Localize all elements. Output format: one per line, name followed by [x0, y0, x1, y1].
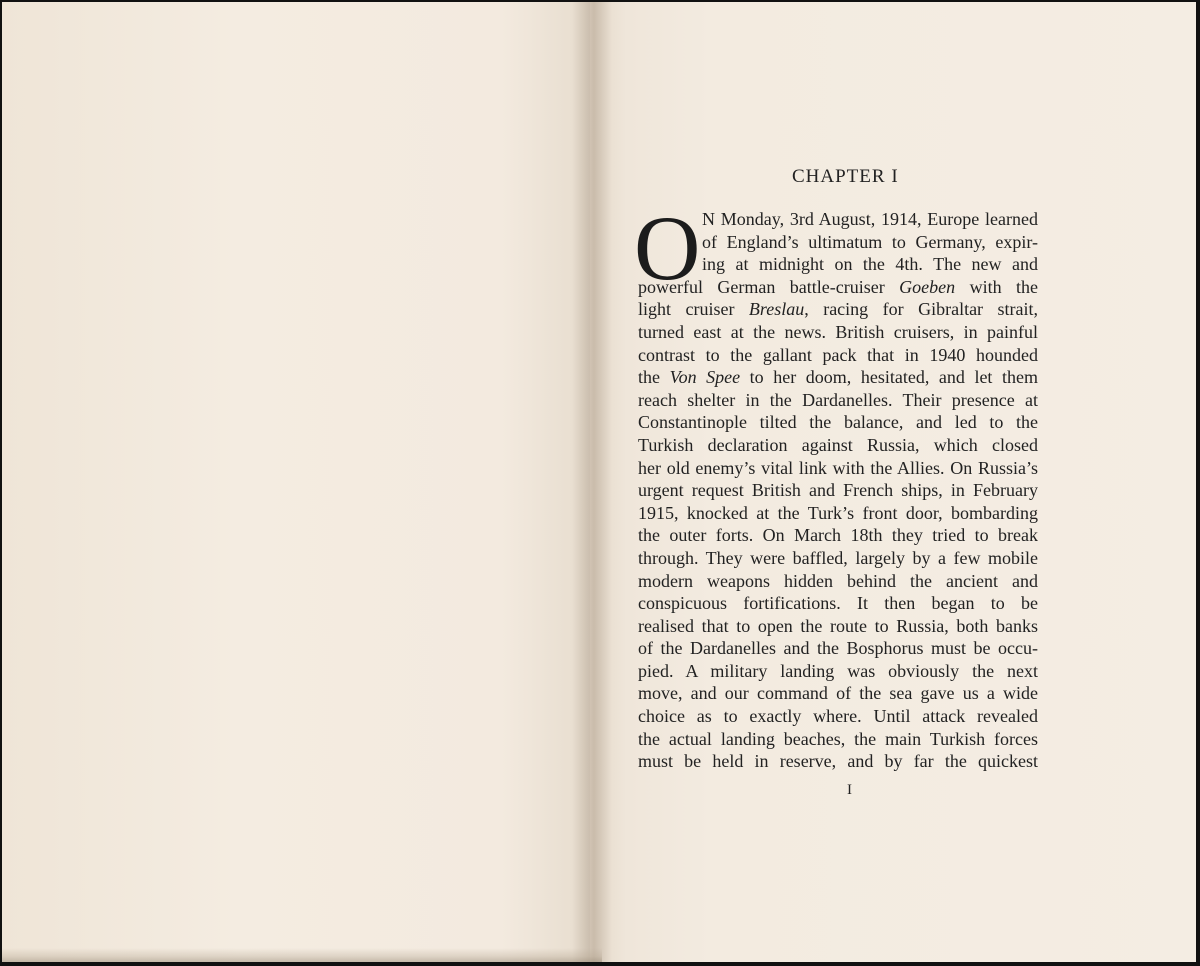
text-run: light cruiser	[638, 299, 749, 320]
text-run: 1915, knocked at the Turk’s front door, bombarding	[638, 502, 1038, 523]
text-line	[638, 682, 1038, 705]
text-run: with the	[955, 276, 1038, 297]
text-line	[638, 389, 1038, 412]
text-run: to her doom, hesitated, and let them	[740, 367, 1038, 388]
text-line	[638, 457, 1038, 480]
text-line	[638, 637, 1038, 660]
text-run: turned east at the news. British cruisers, in painful	[638, 321, 1038, 342]
chapter-heading: CHAPTER I	[792, 166, 899, 187]
italic-text: Von Spee	[669, 367, 741, 388]
text-run: conspicuous fortifications. It then began to be	[638, 593, 1038, 614]
left-page-blank	[2, 2, 590, 962]
text-line	[638, 276, 1038, 299]
text-run: N Monday, 3rd August, 1914, Europe learned	[702, 209, 1038, 229]
text-line	[638, 344, 1038, 367]
text-line	[638, 570, 1038, 593]
text-line	[638, 547, 1038, 570]
text-line	[638, 321, 1038, 344]
text-run: , racing for Gibraltar strait,	[804, 299, 1038, 320]
text-run: through. They were baffled, largely by a few mobile	[638, 547, 1038, 568]
text-line	[638, 705, 1038, 728]
text-run: the outer forts. On March 18th they tried to break	[638, 525, 1038, 546]
text-run: her old enemy’s vital link with the Allies. On Russia’s	[638, 457, 1038, 478]
text-line	[638, 411, 1038, 434]
text-line	[638, 728, 1038, 751]
text-run: of the Dardanelles and the Bosphorus must be occu-	[638, 638, 1038, 659]
drop-cap-letter: O	[634, 197, 701, 299]
text-run: modern weapons hidden behind the ancient and	[638, 570, 1038, 591]
text-run: move, and our command of the sea gave us a wide	[638, 683, 1038, 704]
text-run: of England’s ultimatum to Germany, expir-	[702, 231, 1038, 252]
text-run: the	[638, 367, 670, 388]
page-edge-shadow	[2, 948, 602, 962]
text-line	[638, 231, 1038, 254]
text-run: the actual landing beaches, the main Turkish forces	[638, 728, 1038, 749]
text-line	[638, 253, 1038, 276]
text-line	[638, 479, 1038, 502]
book-spread	[2, 2, 1196, 962]
text-line	[638, 502, 1038, 525]
text-line	[638, 750, 1038, 773]
text-run: urgent request British and French ships, in February	[638, 480, 1038, 501]
text-line	[638, 208, 1038, 231]
text-run: pied. A military landing was obviously the next	[638, 660, 1038, 681]
text-line	[638, 366, 1038, 389]
chapter-body-text	[638, 208, 1038, 773]
italic-text: Breslau	[748, 299, 805, 320]
text-run: contrast to the gallant pack that in 1940 hounded	[638, 344, 1038, 365]
text-run: powerful German battle-cruiser	[638, 276, 900, 297]
text-run: must be held in reserve, and by far the quickest	[638, 751, 1038, 772]
text-run: reach shelter in the Dardanelles. Their presence at	[638, 389, 1038, 410]
page-number: I	[847, 782, 852, 798]
italic-text: Goeben	[899, 276, 956, 297]
text-line	[638, 615, 1038, 638]
text-line	[638, 298, 1038, 321]
text-run: realised that to open the route to Russia, both banks	[638, 615, 1038, 636]
text-line	[638, 592, 1038, 615]
text-run: choice as to exactly where. Until attack revealed	[638, 706, 1038, 727]
book-gutter	[572, 2, 612, 962]
text-run: Constantinople tilted the balance, and led to the	[638, 412, 1038, 433]
text-line	[638, 524, 1038, 547]
text-line	[638, 660, 1038, 683]
text-line	[638, 434, 1038, 457]
text-run: ing at midnight on the 4th. The new and	[702, 254, 1038, 275]
text-run: Turkish declaration against Russia, which closed	[638, 434, 1038, 455]
